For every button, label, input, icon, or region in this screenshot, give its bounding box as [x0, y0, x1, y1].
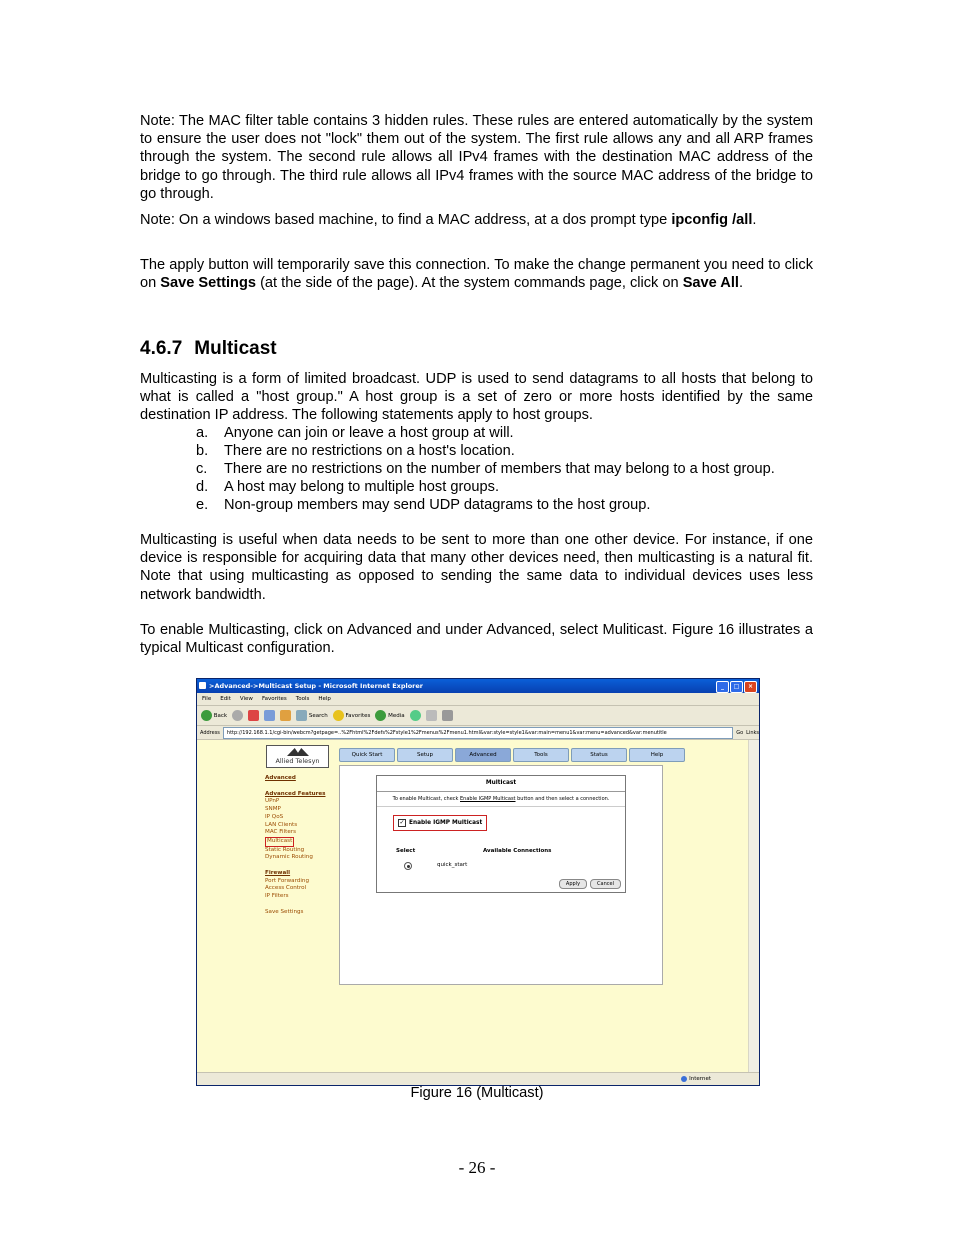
figure-caption: Figure 16 (Multicast) — [410, 1085, 544, 1101]
ie-icon — [199, 682, 206, 689]
list-item: a. Anyone can join or leave a host group at will. — [196, 425, 514, 441]
useful-paragraph: Multicasting is useful when data needs to be sent to more than one other device. For instance, if one device is responsible for acquiring data that many other devices need, then multicasting is a natural fit. Note that using multicasting as opposed to sending the same data to individual devices uses less network bandwidth. — [140, 532, 813, 603]
forward-icon[interactable] — [232, 710, 243, 721]
sidebar-item-static-routing[interactable]: Static Routing — [265, 846, 305, 853]
history-icon[interactable] — [410, 710, 421, 721]
top-nav — [339, 748, 685, 762]
sidebar-item-multicast[interactable]: Multicast — [265, 837, 294, 847]
favorites-button[interactable]: Favorites — [333, 710, 371, 721]
panel-note: To enable Multicast, check Enable IGMP Multicast button and then select a connection. — [377, 792, 625, 807]
menu-help[interactable]: Help — [318, 696, 331, 702]
menu-tools[interactable]: Tools — [295, 696, 310, 702]
address-bar — [197, 726, 759, 740]
tab-quick-start[interactable]: Quick Start — [339, 748, 395, 762]
sidebar-features-heading[interactable]: Advanced Features — [265, 790, 326, 797]
list-item: b. There are no restrictions on a host's location. — [196, 443, 515, 460]
page-viewport — [197, 740, 749, 1072]
list-item: c. There are no restrictions on the number of members that may belong to a host group. — [196, 461, 775, 478]
menu-view[interactable]: View — [239, 696, 253, 702]
tab-tools[interactable]: Tools — [513, 748, 569, 762]
tab-advanced[interactable]: Advanced — [455, 748, 511, 762]
menu-favorites[interactable]: Favorites — [261, 696, 287, 702]
col-connections: Available Connections — [483, 848, 552, 854]
window-titlebar: >Advanced->Multicast Setup - Microsoft Internet Explorer _ □ × — [197, 679, 759, 693]
side-nav — [265, 775, 326, 917]
sidebar-item-save-settings[interactable]: Save Settings — [265, 908, 304, 915]
back-icon — [201, 710, 212, 721]
cancel-button[interactable]: Cancel — [590, 879, 621, 889]
browser-toolbar — [197, 706, 759, 726]
links-button[interactable]: Links — [746, 729, 759, 736]
menu-bar — [197, 693, 759, 706]
stop-icon[interactable] — [248, 710, 259, 721]
close-button[interactable]: × — [744, 681, 757, 693]
address-label: Address — [200, 729, 220, 736]
host-group-list — [196, 424, 775, 514]
logo-mark-icon — [287, 748, 309, 756]
search-icon — [296, 710, 307, 721]
content-panel — [339, 765, 663, 985]
media-icon — [375, 710, 386, 721]
tab-status[interactable]: Status — [571, 748, 627, 762]
mac-filter-note: Note: The MAC filter table contains 3 hidden rules. These rules are entered automatically by the system to ensure the user does not "lock" them out of the system. The first rule allows any and all ARP frames through the system. The second rule allows all IPv4 frames with the destination MAC address of the bridge to go through. The third rule allows all IPv4 frames with the source MAC address of the bridge to go through. — [140, 113, 813, 202]
enable-igmp-checkbox[interactable]: ✓ Enable IGMP Multicast — [393, 815, 487, 831]
sidebar-item-ip-qos[interactable]: IP QoS — [265, 813, 284, 820]
connection-name: quick_start — [437, 862, 468, 868]
enable-paragraph: To enable Multicasting, click on Advanced and under Advanced, select Muliticast. Figure 16 illustrates a typical Multicast configuration. — [140, 622, 813, 657]
checkmark-icon: ✓ — [399, 819, 405, 826]
page-number: - 26 - — [458, 1158, 496, 1177]
save-settings-term: Save Settings — [160, 275, 257, 292]
intro-paragraph: Multicasting is a form of limited broadcast. UDP is used to send datagrams to all hosts that belong to what is called a "host group." A host group is a set of zero or more hosts identified by the same destination IP address. The following statements apply to host groups. — [140, 371, 813, 424]
menu-edit[interactable]: Edit — [220, 696, 231, 702]
multicast-screenshot — [196, 678, 760, 1086]
print-icon[interactable] — [442, 710, 453, 721]
vertical-scrollbar[interactable] — [748, 740, 759, 1072]
sidebar-item-dynamic-routing[interactable]: Dynamic Routing — [265, 854, 313, 861]
sidebar-advanced[interactable]: Advanced — [265, 775, 296, 781]
home-icon[interactable] — [280, 710, 291, 721]
sidebar-firewall-heading[interactable]: Firewall — [265, 870, 291, 877]
refresh-icon[interactable] — [264, 710, 275, 721]
tab-help[interactable]: Help — [629, 748, 685, 762]
status-bar — [197, 1072, 759, 1085]
dos-note: Note: On a windows based machine, to find a MAC address, at a dos prompt type ipconfig /all. — [140, 212, 757, 228]
sidebar-item-lan-clients[interactable]: LAN Clients — [265, 821, 298, 828]
list-item: d. A host may belong to multiple host groups. — [196, 479, 500, 496]
tab-setup[interactable]: Setup — [397, 748, 453, 762]
col-select: Select — [396, 848, 416, 854]
save-all-term: Save All — [682, 275, 739, 292]
multicast-panel — [376, 775, 626, 893]
go-button[interactable]: Go — [736, 729, 744, 736]
sidebar-item-upnp[interactable]: UPnP — [265, 798, 280, 805]
list-item: e. Non-group members may send UDP datagrams to the host group. — [196, 497, 651, 514]
zone-label: Internet — [681, 1073, 711, 1085]
sidebar-item-ip-filters[interactable]: IP Filters — [265, 893, 289, 900]
search-button[interactable]: Search — [296, 710, 328, 721]
mail-icon[interactable] — [426, 710, 437, 721]
panel-title: Multicast — [377, 776, 625, 792]
sidebar-item-access-control[interactable]: Access Control — [265, 885, 307, 892]
ipconfig-command: ipconfig /all — [671, 212, 753, 228]
globe-icon — [681, 1076, 687, 1082]
menu-file[interactable]: File — [202, 696, 212, 702]
address-input[interactable]: http://192.168.1.1/cgi-bin/webcm?getpage=..%2Fhtml%2Fdefs%2Fstyle1%2Fmenus%2Fmenu1.html&var:style=style1&var:main=menu1&var:menu=advanced&var:menutitle — [223, 727, 733, 739]
connection-radio[interactable] — [404, 862, 412, 870]
allied-telesyn-logo: Allied Telesyn — [266, 745, 329, 768]
section-heading: 4.6.7 Multicast — [140, 338, 277, 359]
sidebar-item-snmp[interactable]: SNMP — [265, 806, 281, 813]
maximize-button[interactable]: □ — [730, 681, 743, 693]
media-button[interactable]: Media — [375, 710, 404, 721]
back-button[interactable]: Back — [201, 710, 227, 721]
apply-note: The apply button will temporarily save this connection. To make the change permanent you need to click on Save Settings (at the side of the page). At the system commands page, click on Save All. — [140, 257, 813, 292]
minimize-button[interactable]: _ — [716, 681, 729, 693]
sidebar-item-port-forwarding[interactable]: Port Forwarding — [265, 877, 310, 884]
apply-button[interactable]: Apply — [559, 879, 587, 889]
sidebar-item-mac-filters[interactable]: MAC Filters — [265, 829, 297, 836]
star-icon — [333, 710, 344, 721]
